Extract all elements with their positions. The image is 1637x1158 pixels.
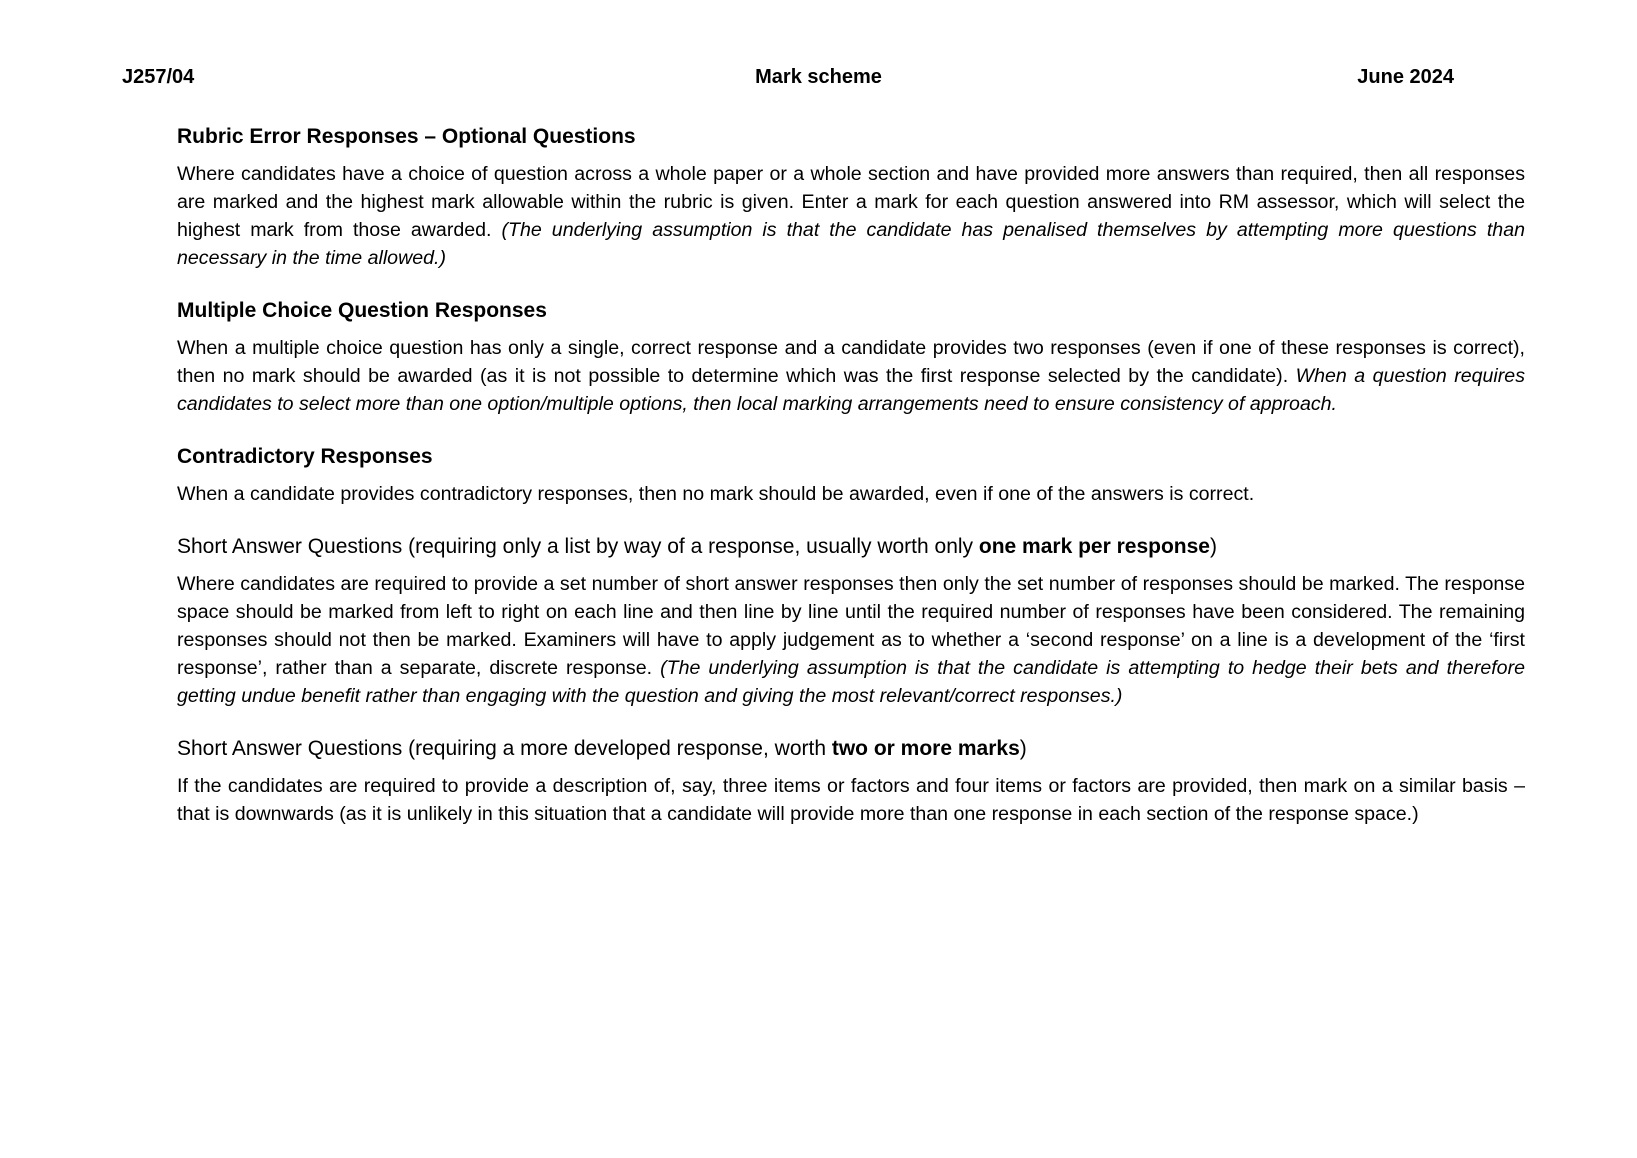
heading-end: ) <box>1209 535 1217 558</box>
section-short-answer-developed <box>177 734 1525 828</box>
paragraph-italic-note: (The underlying assumption is that the candidate has penalised themselves by attempting more questions than necessary in the time allowed.) <box>177 219 1525 269</box>
heading-end: ) <box>1019 737 1027 760</box>
section-contradictory <box>177 442 1525 508</box>
section-heading <box>177 532 1525 562</box>
section-heading: Multiple Choice Question Responses <box>177 299 547 322</box>
section-rubric-error <box>177 122 1525 272</box>
paragraph-italic-note: When a question requires candidates to select more than one option/multiple options, then local marking arrangements need to ensure consistency of approach. <box>177 365 1526 415</box>
section-paragraph <box>177 480 1525 508</box>
paragraph-text: If the candidates are required to provide a description of, say, three items or factors and four items or factors are provided, then mark on a similar basis – that is downwards (as it is unlikely in this situation that a candidate will provide more than one response in each section of the response space.) <box>177 775 1525 825</box>
paragraph-italic-note: (The underlying assumption is that the candidate is attempting to hedge their bets and therefore getting undue benefit rather than engaging with the question and giving the most relevant/correct responses.) <box>177 657 1526 707</box>
paper-code: J257/04 <box>122 66 195 88</box>
section-paragraph <box>177 772 1525 828</box>
section-paragraph <box>177 160 1525 272</box>
section-multiple-choice <box>177 296 1525 418</box>
document-body <box>177 122 1525 852</box>
exam-date: June 2024 <box>1357 66 1454 88</box>
section-heading: Contradictory Responses <box>177 445 433 468</box>
paragraph-text: When a multiple choice question has only a single, correct response and a candidate provides two responses (even if one of these responses is correct), then no mark should be awarded (as it is not possible to determine which was the first response selected by the candidate). <box>177 337 1525 387</box>
paragraph-text: Where candidates have a choice of question across a whole paper or a whole section and have provided more answers than required, then all responses are marked and the highest mark allowable within the rubric is given. Enter a mark for each question answered into RM assessor, which will select the highest mark from those awarded. <box>177 163 1525 241</box>
heading-text: Short Answer Questions (requiring a more developed response, worth <box>177 737 832 760</box>
section-paragraph <box>177 570 1525 710</box>
paragraph-text: Where candidates are required to provide a set number of short answer responses then only the set number of responses should be marked. The response space should be marked from left to right on each line and then line by line until the required number of responses have been considered. The remaining responses should not then be marked. Examiners will have to apply judgement as to whether a ‘second response’ on a line is a development of the ‘first response’, rather than a separate, discrete response. <box>177 573 1525 679</box>
section-heading: Rubric Error Responses – Optional Questions <box>177 125 636 148</box>
document-title: Mark scheme <box>755 66 882 88</box>
heading-emphasis: two or more marks <box>831 737 1020 760</box>
heading-emphasis: one mark per response <box>978 535 1210 558</box>
paragraph-text: When a candidate provides contradictory responses, then no mark should be awarded, even if one of the answers is correct. <box>177 483 1255 505</box>
section-heading <box>177 734 1525 764</box>
section-paragraph <box>177 334 1525 418</box>
section-short-answer-list <box>177 532 1525 710</box>
heading-text: Short Answer Questions (requiring only a list by way of a response, usually worth only <box>177 535 979 558</box>
